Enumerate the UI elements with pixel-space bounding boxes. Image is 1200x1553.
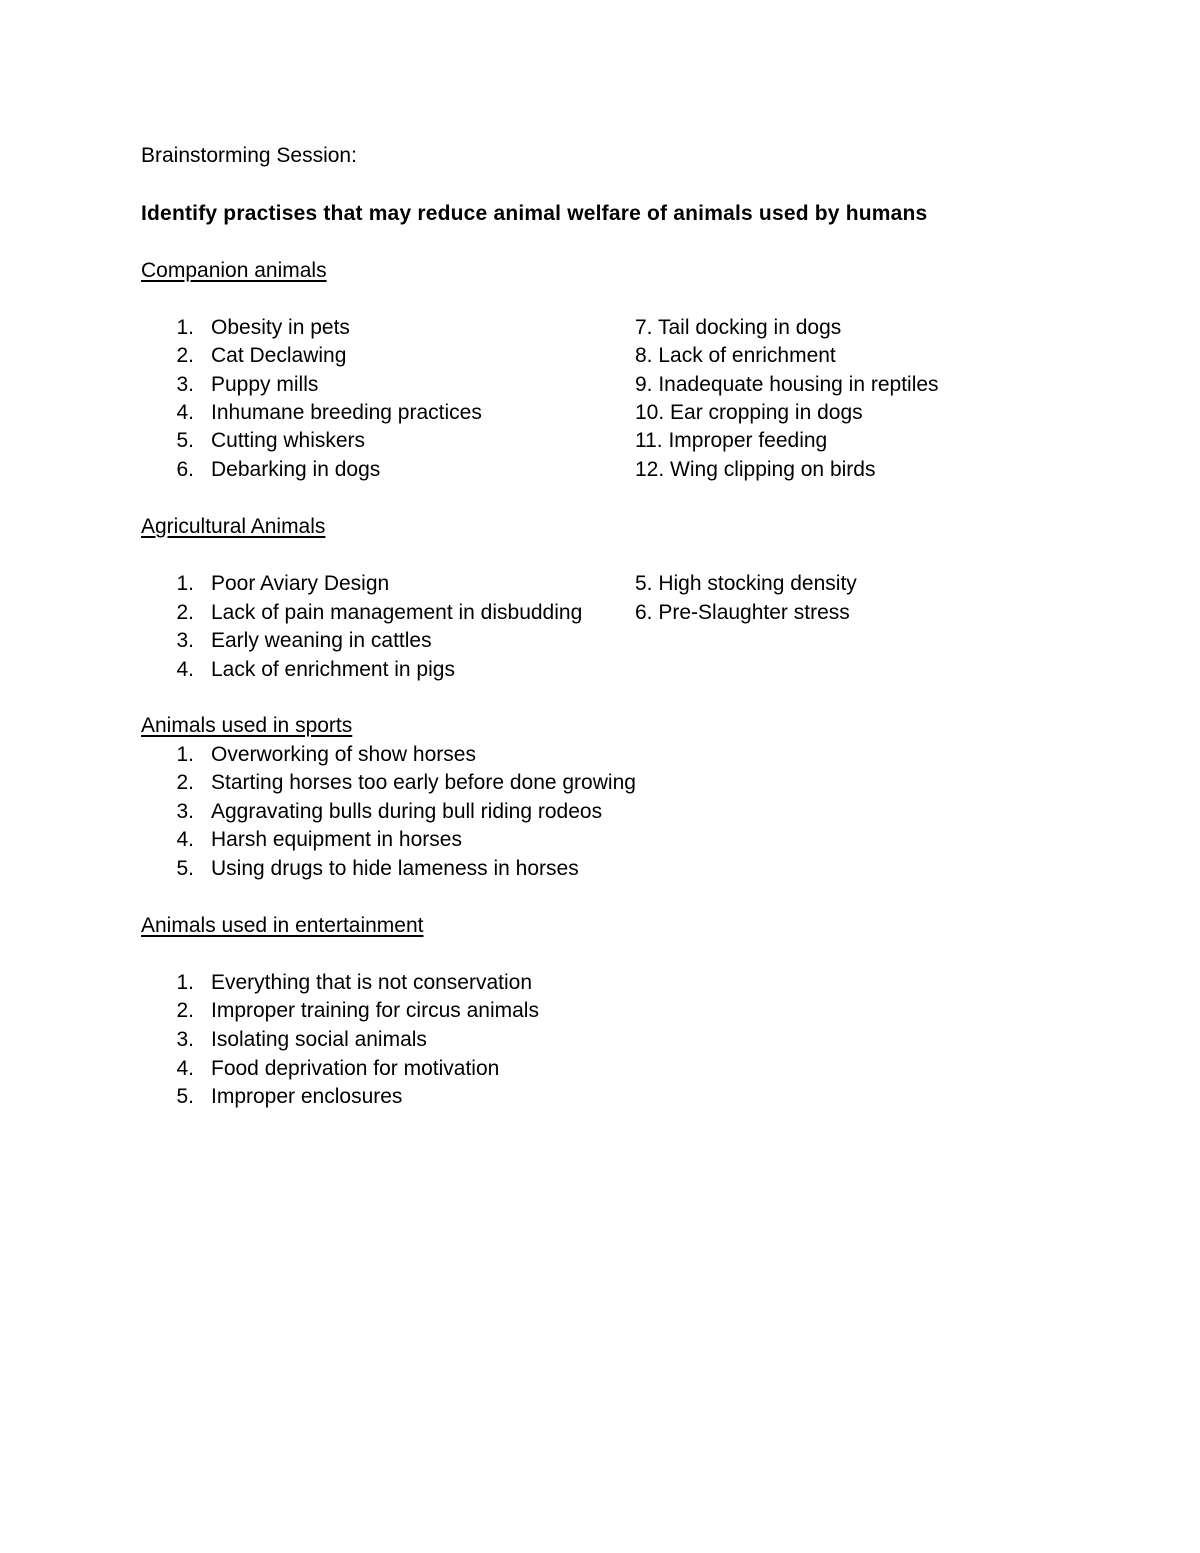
list-item: 9. Inadequate housing in reptiles: [635, 373, 939, 396]
list-item-number: 2.: [176, 601, 194, 624]
list-item: Puppy mills: [211, 373, 319, 396]
list-item: 6. Pre-Slaughter stress: [635, 601, 850, 624]
list-item: 7. Tail docking in dogs: [635, 316, 842, 339]
list-item-number: 1.: [176, 743, 194, 766]
list-item: 5. High stocking density: [635, 572, 857, 595]
list-item: Harsh equipment in horses: [211, 828, 462, 851]
list-item-number: 1.: [176, 971, 194, 994]
section-heading-entertainment: Animals used in entertainment: [141, 914, 424, 937]
section-heading-companion: Companion animals: [141, 259, 327, 282]
list-item: Starting horses too early before done growing: [211, 771, 636, 794]
list-item-number: 5.: [176, 429, 194, 452]
list-item: Early weaning in cattles: [211, 629, 432, 652]
list-item-number: 5.: [176, 857, 194, 880]
list-item-number: 3.: [176, 1028, 194, 1051]
list-item: Inhumane breeding practices: [211, 401, 482, 424]
list-item: Aggravating bulls during bull riding rodeos: [211, 800, 603, 823]
list-item: 10. Ear cropping in dogs: [635, 401, 863, 424]
list-item: Lack of pain management in disbudding: [211, 601, 583, 624]
list-item-number: 1.: [176, 316, 194, 339]
list-item: Debarking in dogs: [211, 458, 381, 481]
list-item-number: 4.: [176, 828, 194, 851]
list-item-number: 6.: [176, 458, 194, 481]
list-item-number: 2.: [176, 999, 194, 1022]
document-title: Brainstorming Session:: [141, 144, 357, 167]
list-item: 12. Wing clipping on birds: [635, 458, 876, 481]
list-item-number: 2.: [176, 344, 194, 367]
list-item: 11. Improper feeding: [635, 429, 828, 452]
section-heading-sports: Animals used in sports: [141, 714, 353, 737]
list-item: Lack of enrichment in pigs: [211, 658, 455, 681]
list-item: Improper enclosures: [211, 1085, 403, 1108]
list-item-number: 3.: [176, 629, 194, 652]
list-item: Cutting whiskers: [211, 429, 366, 452]
section-heading-agricultural: Agricultural Animals: [141, 515, 326, 538]
list-item: Everything that is not conservation: [211, 971, 533, 994]
list-item: Poor Aviary Design: [211, 572, 390, 595]
list-item-number: 4.: [176, 401, 194, 424]
list-item: 8. Lack of enrichment: [635, 344, 836, 367]
list-item: Overworking of show horses: [211, 743, 476, 766]
list-item-number: 2.: [176, 771, 194, 794]
list-item-number: 4.: [176, 658, 194, 681]
list-item: Obesity in pets: [211, 316, 350, 339]
list-item-number: 5.: [176, 1085, 194, 1108]
document-heading: Identify practises that may reduce animal welfare of animals used by humans: [141, 202, 928, 225]
list-item: Cat Declawing: [211, 344, 347, 367]
list-item: Food deprivation for motivation: [211, 1057, 500, 1080]
list-item: Improper training for circus animals: [211, 999, 539, 1022]
list-item: Isolating social animals: [211, 1028, 427, 1051]
list-item-number: 3.: [176, 373, 194, 396]
list-item: Using drugs to hide lameness in horses: [211, 857, 579, 880]
list-item-number: 4.: [176, 1057, 194, 1080]
list-item-number: 3.: [176, 800, 194, 823]
list-item-number: 1.: [176, 572, 194, 595]
